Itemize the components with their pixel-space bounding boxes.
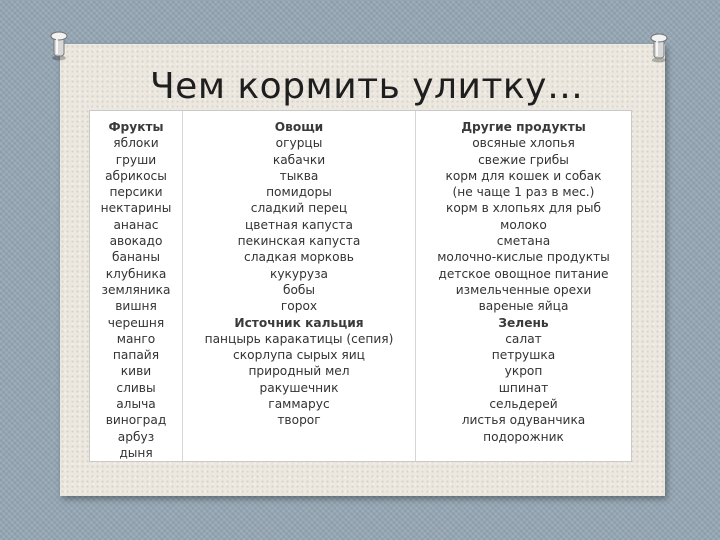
table-cell: сливы <box>116 380 156 395</box>
table-cell: кабачки <box>272 152 326 167</box>
column-header: Зелень <box>498 315 549 330</box>
table-cell: вареные яйца <box>478 299 569 314</box>
pushpin-icon <box>646 30 672 64</box>
table-cell: творог <box>277 413 321 428</box>
table-cell: сладкая морковь <box>244 250 354 265</box>
column-header: Источник кальция <box>234 315 364 330</box>
table-cell: нектарины <box>100 201 172 216</box>
table-cell: пекинская капуста <box>237 234 361 249</box>
table-cell: вишня <box>115 299 157 314</box>
table-cell: измельченные орехи <box>455 282 592 297</box>
table-cell: скорлупа сырых яиц <box>233 348 365 363</box>
slide-title: Чем кормить улитку… <box>150 66 584 107</box>
table-cell: тыква <box>279 168 319 183</box>
table-cell: горох <box>280 299 318 314</box>
table-cell: цветная капуста <box>245 217 353 232</box>
table-cell: детское овощное питание <box>438 266 609 281</box>
table-cell: черешня <box>107 315 165 330</box>
column-header: Овощи <box>274 120 324 134</box>
table-cell: овсяные хлопья <box>472 136 575 151</box>
table-cell: корм в хлопьях для рыб <box>445 201 601 216</box>
table-cell: природный мел <box>248 364 350 379</box>
table-cell: виноград <box>105 413 167 428</box>
table-cell: арбуз <box>117 429 155 444</box>
table-cell: корм для кошек и собак <box>445 168 602 183</box>
table-cell: ракушечник <box>259 380 339 395</box>
table-cell: ананас <box>113 217 159 232</box>
table-cell: (не чаще 1 раз в мес.) <box>452 185 595 200</box>
column-header: Фрукты <box>108 120 164 134</box>
table-cell: персики <box>109 185 163 200</box>
table-cell: помидоры <box>266 185 332 200</box>
table-cell: свежие грибы <box>478 152 569 167</box>
table-cell: клубника <box>105 266 167 281</box>
table-cell: дыня <box>119 445 153 460</box>
table-cell: подорожник <box>483 429 564 444</box>
table-cell: алыча <box>116 397 156 412</box>
table-cell: папайя <box>112 348 160 363</box>
table-cell: листья одуванчика <box>461 413 586 428</box>
table-cell: яблоки <box>113 136 159 151</box>
food-table <box>89 110 632 462</box>
table-cell: панцырь каракатицы (сепия) <box>204 331 394 346</box>
table-cell: кукуруза <box>269 266 329 281</box>
vegetables-column <box>183 111 416 461</box>
table-cell: киви <box>120 364 152 379</box>
pushpin-icon <box>46 28 72 62</box>
table-cell: огурцы <box>275 136 323 151</box>
table-cell: сладкий перец <box>250 201 348 216</box>
table-cell: петрушка <box>491 348 556 363</box>
table-cell: сельдерей <box>489 397 558 412</box>
table-cell: укроп <box>504 364 543 379</box>
table-cell: груши <box>115 152 157 167</box>
table-cell: бобы <box>282 282 316 297</box>
table-cell: молоко <box>500 217 547 232</box>
table-cell: молочно-кислые продукты <box>437 250 610 265</box>
table-cell: авокадо <box>109 234 163 249</box>
table-cell: манго <box>116 331 156 346</box>
table-cell: шпинат <box>498 380 549 395</box>
fruits-column <box>90 111 183 461</box>
column-header: Другие продукты <box>461 120 586 134</box>
other-products-column <box>416 111 631 461</box>
table-cell: салат <box>505 331 542 346</box>
table-cell: сметана <box>496 234 551 249</box>
table-cell: гаммарус <box>268 397 330 412</box>
table-cell: бананы <box>111 250 160 265</box>
table-cell: земляника <box>101 282 171 297</box>
table-cell: абрикосы <box>105 168 167 183</box>
